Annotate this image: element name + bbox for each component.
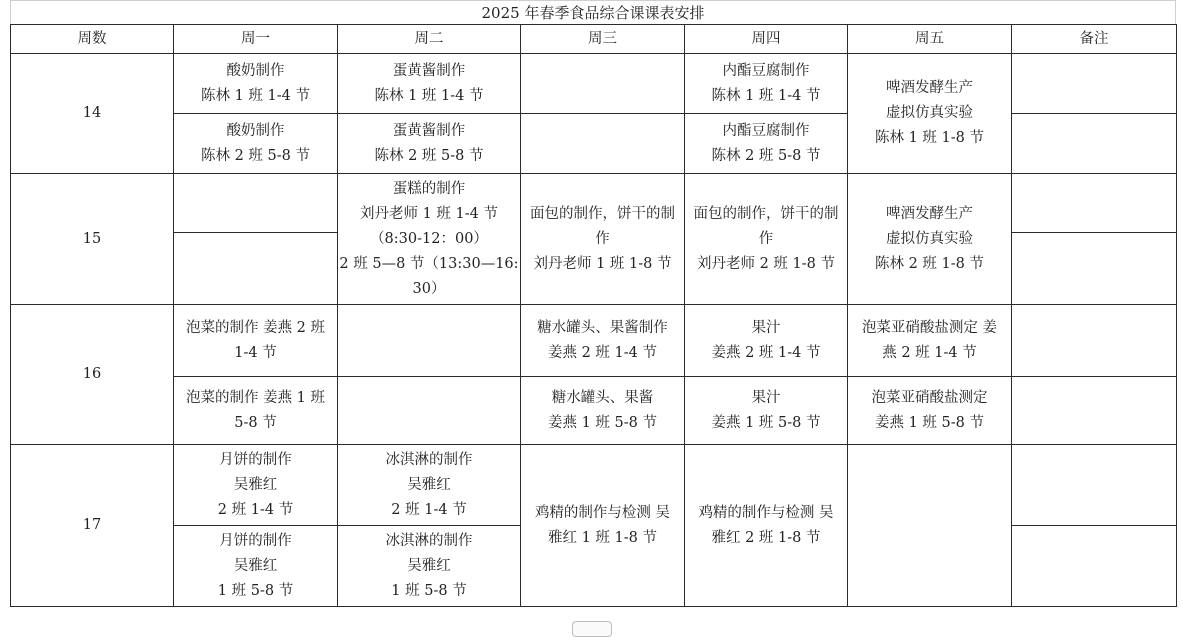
cell-text-line: 刘丹老师 1 班 1-8 节 bbox=[533, 255, 672, 272]
cell-text-line: 姜燕 1 班 5-8 节 bbox=[874, 414, 984, 431]
cell-text-line: 泡菜的制作 姜燕 2 班 bbox=[185, 319, 326, 336]
cell-text-line: 雅红 2 班 1-8 节 bbox=[711, 529, 821, 546]
cell-w16-thu-2 bbox=[685, 377, 848, 445]
cell-w17-mon-1 bbox=[174, 445, 338, 526]
cell-w14-thu-2 bbox=[685, 114, 848, 174]
cell-text-line: 吴雅红 bbox=[407, 557, 451, 574]
cell-text-line: 5-8 节 bbox=[234, 414, 277, 431]
cell-w16-tue-1 bbox=[338, 305, 521, 377]
sheet-title: 2025 年春季食品综合课课表安排 bbox=[10, 0, 1176, 24]
cell-text-line: 面包的制作，饼干的制 bbox=[693, 205, 839, 222]
cell-text-line: 鸡精的制作与检测 吴 bbox=[534, 504, 671, 521]
table-row bbox=[11, 305, 1177, 377]
cell-w15-notes-1 bbox=[1012, 174, 1177, 233]
header-row bbox=[11, 25, 1177, 54]
cell-w14-fri bbox=[848, 54, 1012, 174]
cell-w16-wed-1 bbox=[521, 305, 685, 377]
week-number: 16 bbox=[11, 305, 174, 445]
cell-w16-mon-1 bbox=[174, 305, 338, 377]
cell-w15-notes-2 bbox=[1012, 233, 1177, 305]
cell-text-line: 刘丹老师 1 班 1-4 节 bbox=[359, 205, 498, 222]
cell-text-line: 作 bbox=[758, 230, 774, 247]
cell-text-line: 啤酒发酵生产 bbox=[886, 205, 973, 222]
cell-text-line: 泡菜亚硝酸盐测定 姜 bbox=[861, 319, 998, 336]
cell-w14-mon-1 bbox=[174, 54, 338, 114]
cell-text-line: 蛋黄酱制作 bbox=[392, 62, 466, 79]
cell-text-line: 虚拟仿真实验 bbox=[886, 105, 973, 121]
cell-w15-mon-1 bbox=[174, 174, 338, 233]
cell-text-line: 2 班 1-4 节 bbox=[391, 501, 467, 518]
cell-text-line: 吴雅红 bbox=[233, 476, 278, 493]
cell-text-line: 姜燕 1 班 5-8 节 bbox=[711, 414, 821, 431]
cell-w17-thu bbox=[685, 445, 848, 607]
cell-text-line: 刘丹老师 2 班 1-8 节 bbox=[696, 255, 835, 272]
cell-w16-thu-1 bbox=[685, 305, 848, 377]
cell-text-line: 燕 2 班 1-4 节 bbox=[882, 344, 977, 361]
cell-text-line: 30） bbox=[412, 280, 446, 297]
cell-text-line: 陈林 1 班 1-4 节 bbox=[374, 87, 484, 104]
cell-text-line: 陈林 2 班 5-8 节 bbox=[711, 147, 821, 164]
cell-w14-notes-2 bbox=[1012, 114, 1177, 174]
table-row bbox=[11, 377, 1177, 445]
cell-text-line: 冰淇淋的制作 bbox=[385, 532, 473, 549]
header-fri: 周五 bbox=[848, 25, 1012, 54]
cell-text-line: 吴雅红 bbox=[233, 557, 278, 574]
cell-w15-wed bbox=[521, 174, 685, 305]
cell-w15-fri bbox=[848, 174, 1012, 305]
cell-text-line: 糖水罐头、果酱制作 bbox=[537, 319, 668, 336]
cell-w17-wed bbox=[521, 445, 685, 607]
cell-text-line: 月饼的制作 bbox=[219, 451, 292, 468]
cell-w14-tue-2 bbox=[338, 114, 521, 174]
cell-w14-notes-1 bbox=[1012, 54, 1177, 114]
cell-text-line: 陈林 2 班 5-8 节 bbox=[200, 147, 310, 164]
header-mon: 周一 bbox=[174, 25, 338, 54]
week-number: 17 bbox=[11, 445, 174, 607]
table-row bbox=[11, 445, 1177, 526]
cell-text-line: 姜燕 2 班 1-4 节 bbox=[547, 344, 657, 361]
cell-text-line: 泡菜亚硝酸盐测定 bbox=[871, 389, 988, 406]
cell-w14-wed-1 bbox=[521, 54, 685, 114]
cell-w16-mon-2 bbox=[174, 377, 338, 445]
cell-w17-tue-2 bbox=[338, 526, 521, 607]
header-tue: 周二 bbox=[338, 25, 521, 54]
cell-text-line: 蛋黄酱制作 bbox=[392, 122, 466, 139]
cell-text-line: 月饼的制作 bbox=[219, 532, 292, 549]
cell-w17-notes-1 bbox=[1012, 445, 1177, 526]
cell-text-line: 果汁 bbox=[751, 319, 781, 336]
cell-text-line: 陈林 2 班 5-8 节 bbox=[374, 147, 484, 164]
header-wed: 周三 bbox=[521, 25, 685, 54]
cell-text-line: 啤酒发酵生产 bbox=[886, 80, 973, 96]
cell-text-line: 1-4 节 bbox=[234, 344, 277, 361]
week-number: 15 bbox=[11, 174, 174, 305]
cell-text-line: 冰淇淋的制作 bbox=[385, 451, 473, 468]
cell-text-line: 泡菜的制作 姜燕 1 班 bbox=[185, 389, 326, 406]
cell-text-line: 2 班 5—8 节（13:30—16: bbox=[339, 255, 519, 272]
cell-text-line: 姜燕 2 班 1-4 节 bbox=[711, 344, 821, 361]
cell-w16-fri-1 bbox=[848, 305, 1012, 377]
cell-text-line: 1 班 5-8 节 bbox=[391, 582, 467, 599]
cell-text-line: 内酯豆腐制作 bbox=[722, 122, 810, 139]
header-week: 周数 bbox=[11, 25, 174, 54]
cell-text-line: 陈林 1 班 1-4 节 bbox=[200, 87, 310, 104]
cell-w15-mon-2 bbox=[174, 233, 338, 305]
cell-text-line: 内酯豆腐制作 bbox=[722, 62, 810, 79]
cell-text-line: 酸奶制作 bbox=[226, 122, 285, 139]
cell-text-line: 蛋糕的制作 bbox=[392, 180, 466, 197]
cell-text-line: 虚拟仿真实验 bbox=[886, 230, 973, 247]
scroll-handle[interactable] bbox=[572, 621, 612, 637]
header-thu: 周四 bbox=[685, 25, 848, 54]
cell-w14-wed-2 bbox=[521, 114, 685, 174]
cell-w16-tue-2 bbox=[338, 377, 521, 445]
cell-w16-notes-1 bbox=[1012, 305, 1177, 377]
cell-text-line: （8:30-12：00） bbox=[370, 230, 488, 247]
cell-text-line: 果汁 bbox=[751, 389, 781, 406]
cell-w17-mon-2 bbox=[174, 526, 338, 607]
cell-text-line: 陈林 2 班 1-8 节 bbox=[874, 255, 984, 272]
cell-text-line: 作 bbox=[595, 230, 610, 247]
header-notes: 备注 bbox=[1012, 25, 1177, 54]
cell-w17-tue-1 bbox=[338, 445, 521, 526]
cell-w16-fri-2 bbox=[848, 377, 1012, 445]
cell-text-line: 糖水罐头、果酱 bbox=[551, 389, 654, 406]
cell-text-line: 姜燕 1 班 5-8 节 bbox=[547, 414, 657, 431]
cell-w14-mon-2 bbox=[174, 114, 338, 174]
schedule-table bbox=[10, 24, 1177, 607]
cell-text-line: 1 班 5-8 节 bbox=[217, 582, 294, 599]
cell-w17-fri bbox=[848, 445, 1012, 607]
cell-w16-wed-2 bbox=[521, 377, 685, 445]
cell-text-line: 面包的制作，饼干的制 bbox=[530, 205, 675, 222]
cell-text-line: 雅红 1 班 1-8 节 bbox=[547, 529, 657, 546]
cell-w16-notes-2 bbox=[1012, 377, 1177, 445]
cell-text-line: 吴雅红 bbox=[407, 476, 451, 493]
cell-w17-notes-2 bbox=[1012, 526, 1177, 607]
cell-w15-tue bbox=[338, 174, 521, 305]
cell-text-line: 酸奶制作 bbox=[226, 62, 285, 79]
week-number: 14 bbox=[11, 54, 174, 174]
cell-w14-tue-1 bbox=[338, 54, 521, 114]
cell-text-line: 陈林 1 班 1-8 节 bbox=[874, 130, 984, 146]
cell-text-line: 2 班 1-4 节 bbox=[217, 501, 294, 518]
cell-text-line: 鸡精的制作与检测 吴 bbox=[698, 504, 834, 521]
cell-w14-thu-1 bbox=[685, 54, 848, 114]
table-row bbox=[11, 54, 1177, 114]
cell-text-line: 陈林 1 班 1-4 节 bbox=[711, 87, 821, 104]
cell-w15-thu bbox=[685, 174, 848, 305]
table-row bbox=[11, 174, 1177, 233]
